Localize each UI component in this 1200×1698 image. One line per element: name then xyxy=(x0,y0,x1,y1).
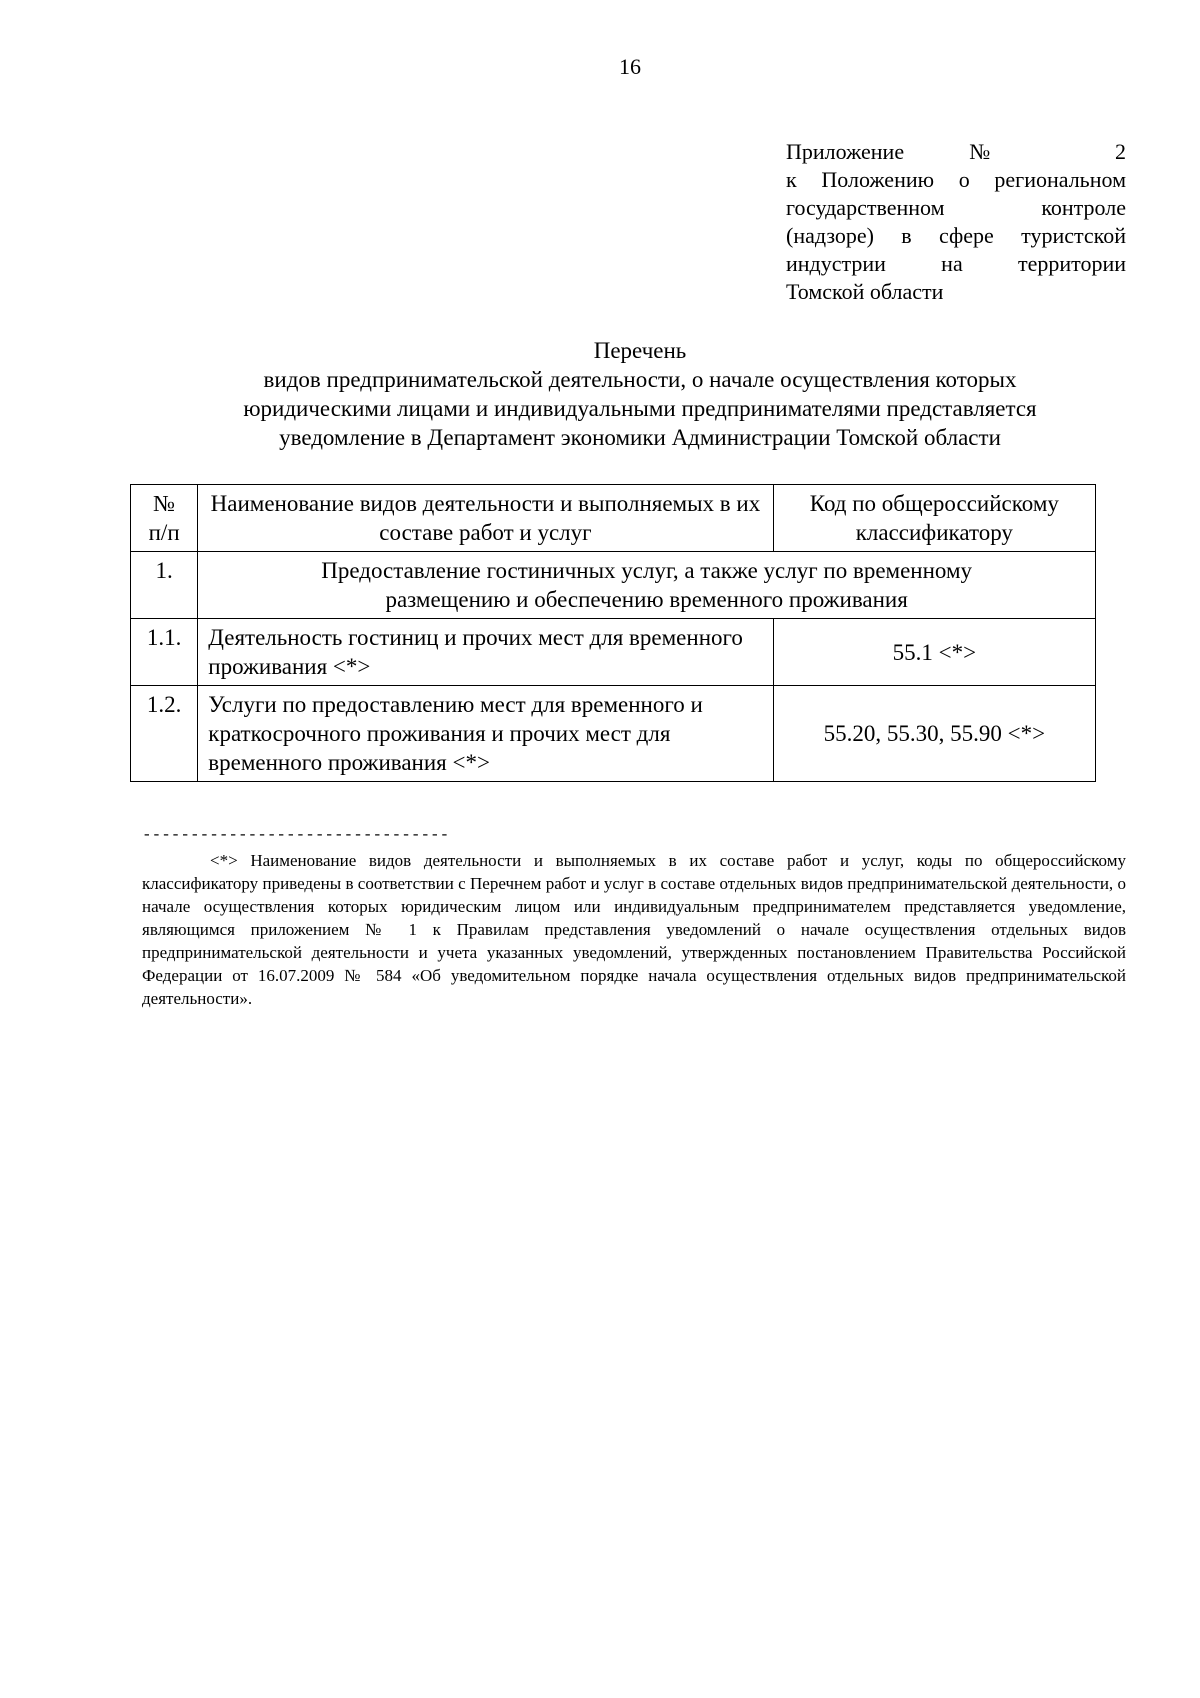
title-line: юридическими лицами и индивидуальными предпринимателями представляется xyxy=(243,396,1037,421)
row-name: Деятельность гостиниц и прочих мест для временного проживания <*> xyxy=(198,619,773,686)
appendix-line: государственном контроле xyxy=(786,195,1126,220)
header-name: Наименование видов деятельности и выполняемых в их составе работ и услуг xyxy=(198,485,773,552)
row-num: 1.2. xyxy=(131,686,198,782)
section-title: Предоставление гостиничных услуг, а также услуг по временному размещению и обеспечению временного проживания xyxy=(198,552,1096,619)
appendix-line: индустрии на территории xyxy=(786,251,1126,276)
appendix-line: Приложение № 2 xyxy=(786,139,1126,164)
activities-table xyxy=(130,484,1096,782)
table-row xyxy=(131,686,1096,782)
appendix-line: (надзоре) в сфере туристской xyxy=(786,223,1126,248)
title-line: уведомление в Департамент экономики Администрации Томской области xyxy=(279,425,1001,450)
row-num: 1.1. xyxy=(131,619,198,686)
row-code: 55.20, 55.30, 55.90 <*> xyxy=(773,686,1095,782)
header-num: № п/п xyxy=(131,485,198,552)
appendix-line: к Положению о региональном xyxy=(786,167,1126,192)
title-heading: Перечень xyxy=(593,338,687,363)
row-code: 55.1 <*> xyxy=(773,619,1095,686)
footnote-separator: -------------------------------- xyxy=(142,826,450,844)
footnote-text: <*> Наименование видов деятельности и выполняемых в их составе работ и услуг, коды по общероссийскому классификатору приведены в соответствии с Перечнем работ и услуг в составе отдельных видов предпринимательской деятельности, о начале осуществления которых юридическим лицом или индивидуальным предпринимателем представляется уведомление, являющимся приложением № 1 к Правилам представления уведомлений о начале осуществления отдельных видов предпринимательской деятельности и учета указанных уведомлений, утвержденных постановлением Правительства Российской Федерации от 16.07.2009 № 584 «Об уведомительном порядке начала осуществления отдельных видов предпринимательской деятельности». xyxy=(142,851,1126,1008)
table-row xyxy=(131,619,1096,686)
appendix-line: Томской области xyxy=(786,279,944,304)
header-code: Код по общероссийскому классификатору xyxy=(773,485,1095,552)
title-line: видов предпринимательской деятельности, о начале осуществления которых xyxy=(263,367,1017,392)
document-title xyxy=(140,336,1140,452)
appendix-note xyxy=(786,138,1126,306)
row-name: Услуги по предоставлению мест для временного и краткосрочного проживания и прочих мест для временного проживания <*> xyxy=(198,686,773,782)
page-number: 16 xyxy=(619,54,641,79)
section-row xyxy=(131,552,1096,619)
section-num: 1. xyxy=(131,552,198,619)
table-header-row xyxy=(131,485,1096,552)
